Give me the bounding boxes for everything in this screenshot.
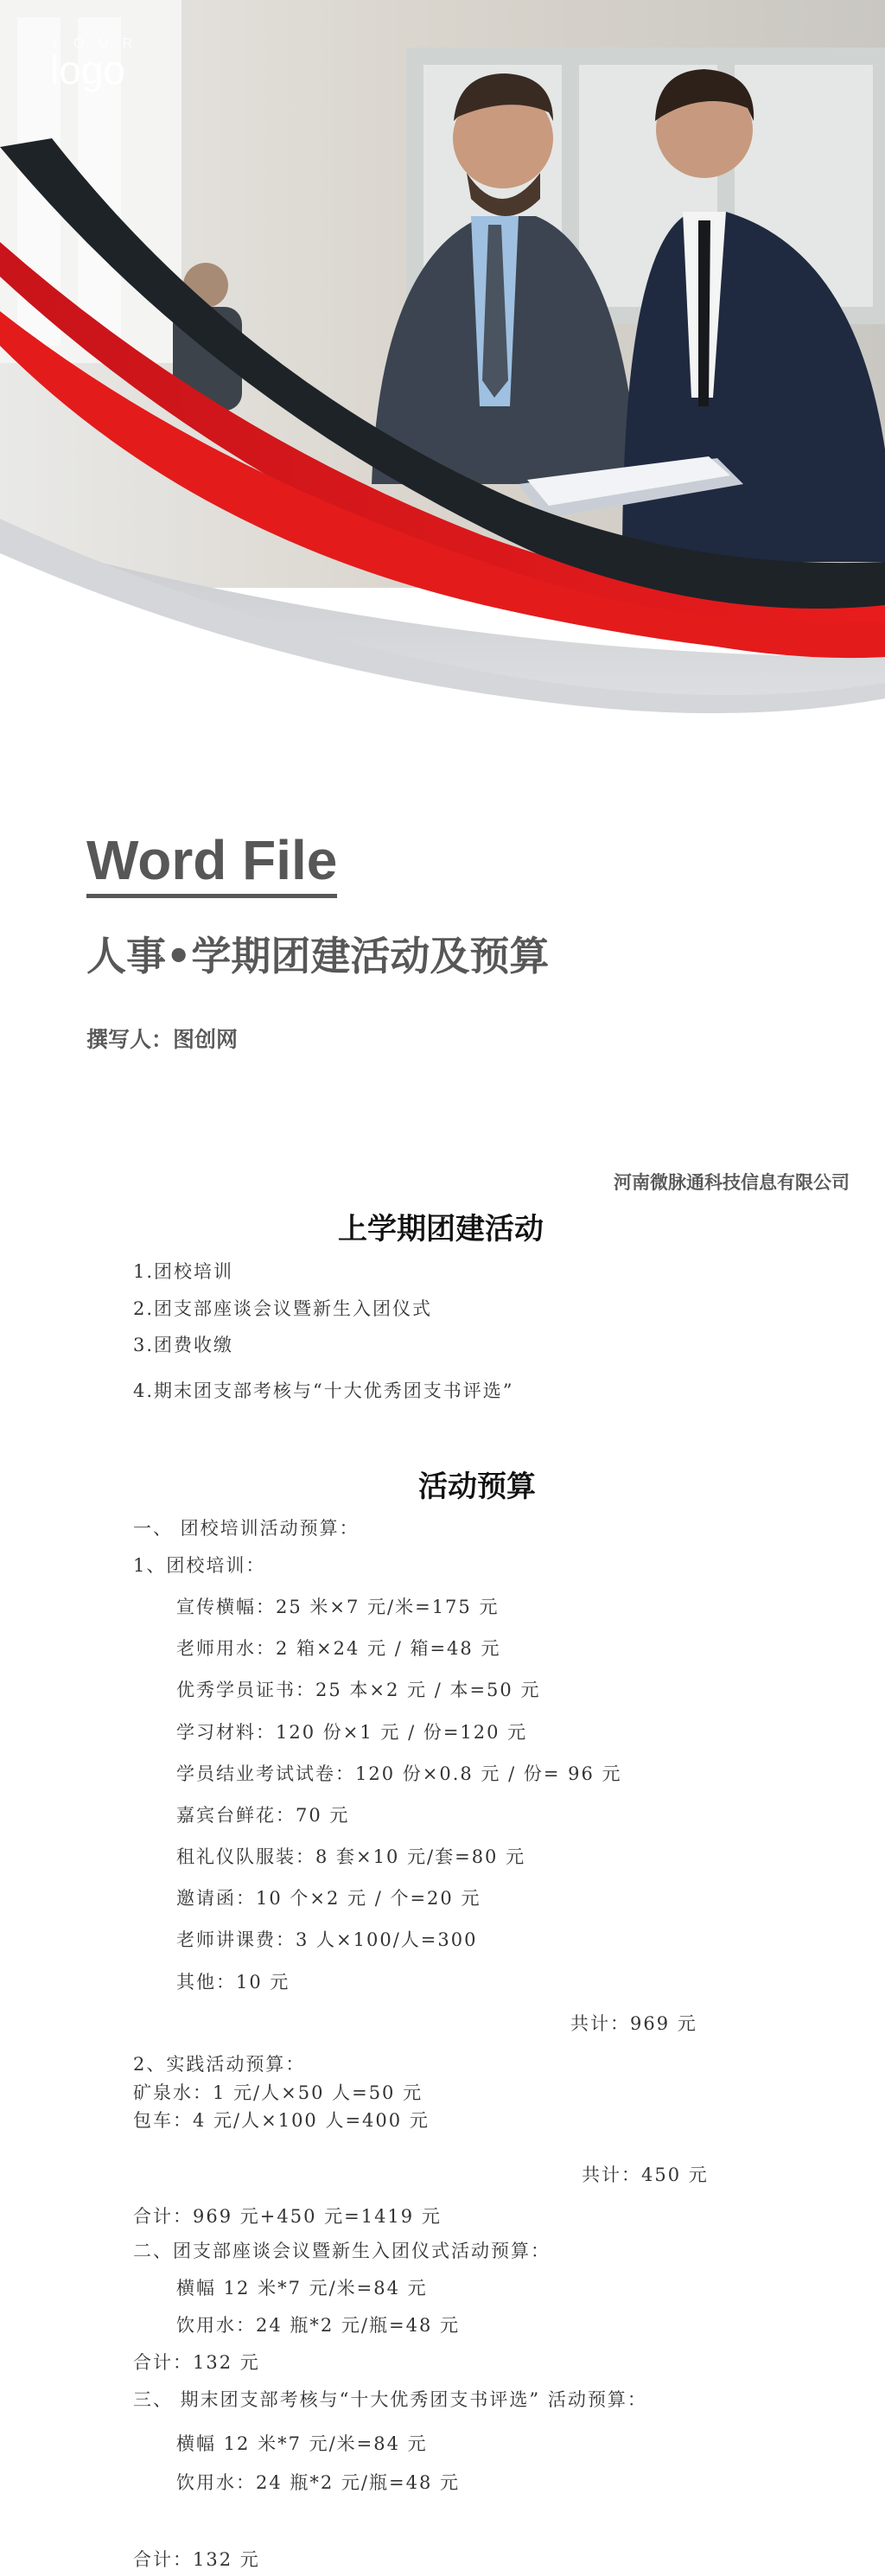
logo-small-text: Y O U R: [50, 36, 138, 51]
budget-line: 租礼仪队服装：8 套×10 元/套=80 元: [176, 1846, 526, 1867]
budget-line: 饮用水：24 瓶*2 元/瓶=48 元: [176, 2315, 461, 2336]
budget-line: 矿泉水：1 元/人×50 人=50 元: [133, 2082, 423, 2103]
budget-line: 邀请函：10 个×2 元 / 个=20 元: [176, 1888, 481, 1909]
subtotal-2: 共计：450 元: [582, 2165, 709, 2185]
company-name: 河南微脉通科技信息有限公司: [614, 1172, 850, 1193]
subtotal-1: 共计：969 元: [570, 2013, 697, 2034]
section-heading-budget: 活动预算: [418, 1470, 536, 1504]
budget-line: 老师讲课费：3 人×100/人=300: [176, 1929, 478, 1950]
cover-author: [86, 1023, 238, 1054]
author-label: 撰写人：: [86, 1027, 174, 1052]
budget-part3-sum: 合计：132 元: [133, 2549, 260, 2570]
budget-part1-sub2-title: 2、实践活动预算：: [133, 2054, 306, 2075]
budget-part1-title: 一、 团校培训活动预算：: [133, 1518, 360, 1539]
author-name: 图创网: [173, 1027, 239, 1052]
list-item: 4.期末团支部考核与“十大优秀团支书评选”: [133, 1380, 514, 1401]
budget-line: 饮用水：24 瓶*2 元/瓶=48 元: [176, 2472, 461, 2493]
budget-part3-title: 三、 期末团支部考核与“十大优秀团支书评选” 活动预算：: [133, 2389, 647, 2410]
list-item: 1.团校培训: [133, 1261, 234, 1282]
budget-part1-sub1-title: 1、团校培训：: [133, 1555, 266, 1576]
cover-subtitle: 人事•学期团建活动及预算: [86, 933, 550, 979]
budget-line: 学习材料：120 份×1 元 / 份=120 元: [176, 1722, 528, 1743]
cover-title: Word File: [86, 828, 337, 898]
budget-line: 优秀学员证书：25 本×2 元 / 本=50 元: [176, 1680, 541, 1700]
logo: [50, 36, 137, 93]
section-heading-activities: 上学期团建活动: [338, 1212, 544, 1247]
budget-line: 老师用水：2 箱×24 元 / 箱=48 元: [176, 1638, 501, 1659]
list-item: 3.团费收缴: [133, 1335, 234, 1355]
logo-text: logo: [50, 48, 125, 92]
cover-photo: [0, 0, 885, 778]
budget-line: 宣传横幅：25 米×7 元/米=175 元: [176, 1597, 500, 1617]
budget-line: 横幅 12 米*7 元/米=84 元: [176, 2278, 428, 2299]
budget-line: 其他：10 元: [176, 1972, 290, 1993]
budget-part2-sum: 合计：132 元: [133, 2352, 260, 2373]
budget-line: 包车：4 元/人×100 人=400 元: [133, 2110, 430, 2131]
list-item: 2.团支部座谈会议暨新生入团仪式: [133, 1298, 433, 1319]
budget-line: 学员结业考试试卷：120 份×0.8 元 / 份= 96 元: [176, 1763, 622, 1784]
cover-hero: [0, 0, 885, 778]
budget-part1-sum: 合计：969 元+450 元=1419 元: [133, 2206, 442, 2227]
budget-line: 横幅 12 米*7 元/米=84 元: [176, 2433, 428, 2454]
budget-part2-title: 二、团支部座谈会议暨新生入团仪式活动预算：: [133, 2241, 551, 2261]
budget-line: 嘉宾台鲜花：70 元: [176, 1805, 350, 1826]
